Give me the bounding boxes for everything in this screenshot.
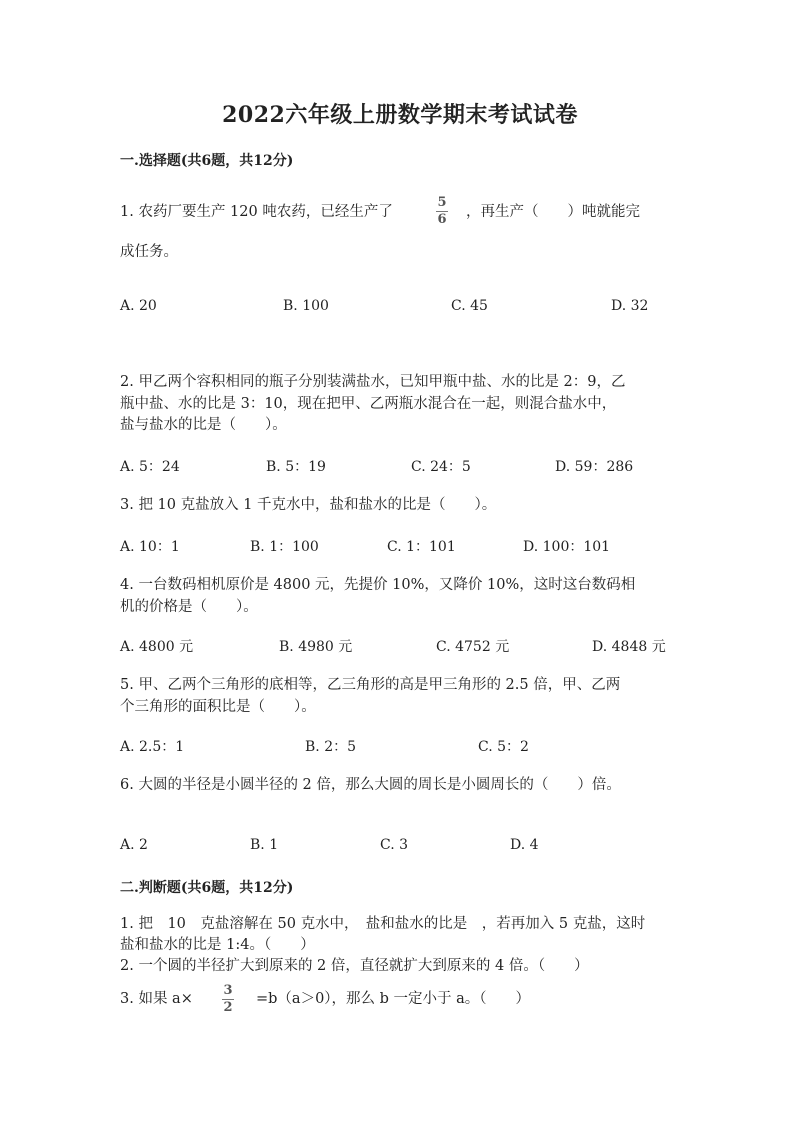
question-2-option-b[interactable]: B. 5：19: [266, 459, 326, 475]
fraction-denominator: 2: [223, 1000, 233, 1015]
question-2-option-c[interactable]: C. 24：5: [411, 459, 471, 475]
section-heading-choice: 一.选择题(共6题，共12分): [120, 153, 294, 169]
question-5-text-line2: 个三角形的面积比是（ ）。: [120, 699, 316, 715]
question-1-text-start: 1. 农药厂要生产 120 吨农药，已经生产了: [120, 204, 393, 220]
question-4-option-b[interactable]: B. 4980 元: [279, 639, 353, 655]
question-2-option-a[interactable]: A. 5：24: [120, 459, 180, 475]
question-2-text-line1: 2. 甲乙两个容积相同的瓶子分别装满盐水，已知甲瓶中盐、水的比是 2：9，乙: [120, 374, 626, 390]
question-1-fraction: [436, 196, 448, 227]
page-title: 2022六年级上册数学期末考试试卷: [222, 102, 578, 128]
judgement-3-text-end: =b（a＞0），那么 b 一定小于 a。（ ）: [256, 991, 531, 1007]
question-6-text: 6. 大圆的半径是小圆半径的 2 倍，那么大圆的周长是小圆周长的（ ）倍。: [120, 777, 621, 793]
section-heading-judgement: 二.判断题(共6题，共12分): [120, 880, 294, 896]
question-5-option-c[interactable]: C. 5：2: [478, 739, 529, 755]
question-1-text-end: ，再生产（ ）吨就能完: [466, 204, 640, 220]
question-1-option-d[interactable]: D. 32: [611, 298, 649, 314]
judgement-2-text: 2. 一个圆的半径扩大到原来的 2 倍，直径就扩大到原来的 4 倍。（ ）: [120, 958, 589, 974]
question-4-option-a[interactable]: A. 4800 元: [120, 639, 194, 655]
question-4-text-line2: 机的价格是（ ）。: [120, 599, 258, 615]
question-6-option-a[interactable]: A. 2: [120, 837, 148, 853]
fraction-numerator: 3: [223, 983, 233, 998]
question-3-text: 3. 把 10 克盐放入 1 千克水中，盐和盐水的比是（ ）。: [120, 497, 497, 513]
question-3-option-c[interactable]: C. 1：101: [387, 539, 456, 555]
judgement-3-fraction: [222, 984, 234, 1015]
question-6-option-d[interactable]: D. 4: [510, 837, 539, 853]
fraction-numerator: 5: [437, 195, 447, 210]
question-1-text-line2: 成任务。: [120, 244, 178, 260]
question-6-option-c[interactable]: C. 3: [380, 837, 409, 853]
question-1-option-a[interactable]: A. 20: [120, 298, 157, 314]
question-2-text-line3: 盐与盐水的比是（ ）。: [120, 417, 287, 433]
judgement-3-text-start: 3. 如果 a×: [120, 991, 193, 1007]
question-6-option-b[interactable]: B. 1: [250, 837, 279, 853]
question-5-text-line1: 5. 甲、乙两个三角形的底相等，乙三角形的高是甲三角形的 2.5 倍，甲、乙两: [120, 677, 621, 693]
question-3-option-d[interactable]: D. 100：101: [523, 539, 611, 555]
fraction-denominator: 6: [437, 212, 447, 227]
question-4-option-c[interactable]: C. 4752 元: [436, 639, 510, 655]
judgement-1-text-line1: 1. 把 10 克盐溶解在 50 克水中， 盐和盐水的比是 ，若再加入 5 克盐，这时: [120, 916, 646, 932]
question-3-option-b[interactable]: B. 1：100: [250, 539, 319, 555]
question-2-text-line2: 瓶中盐、水的比是 3：10，现在把甲、乙两瓶水混合在一起，则混合盐水中，: [120, 396, 617, 412]
question-2-option-d[interactable]: D. 59：286: [555, 459, 634, 475]
question-3-option-a[interactable]: A. 10：1: [120, 539, 180, 555]
question-1-option-b[interactable]: B. 100: [283, 298, 329, 314]
judgement-1-text-line2: 盐和盐水的比是 1:4。（ ）: [120, 937, 315, 953]
question-5-option-a[interactable]: A. 2.5：1: [120, 739, 185, 755]
question-1-option-c[interactable]: C. 45: [451, 298, 488, 314]
question-4-option-d[interactable]: D. 4848 元: [592, 639, 666, 655]
question-5-option-b[interactable]: B. 2：5: [305, 739, 357, 755]
question-4-text-line1: 4. 一台数码相机原价是 4800 元，先提价 10%，又降价 10%，这时这台数码相: [120, 577, 636, 593]
